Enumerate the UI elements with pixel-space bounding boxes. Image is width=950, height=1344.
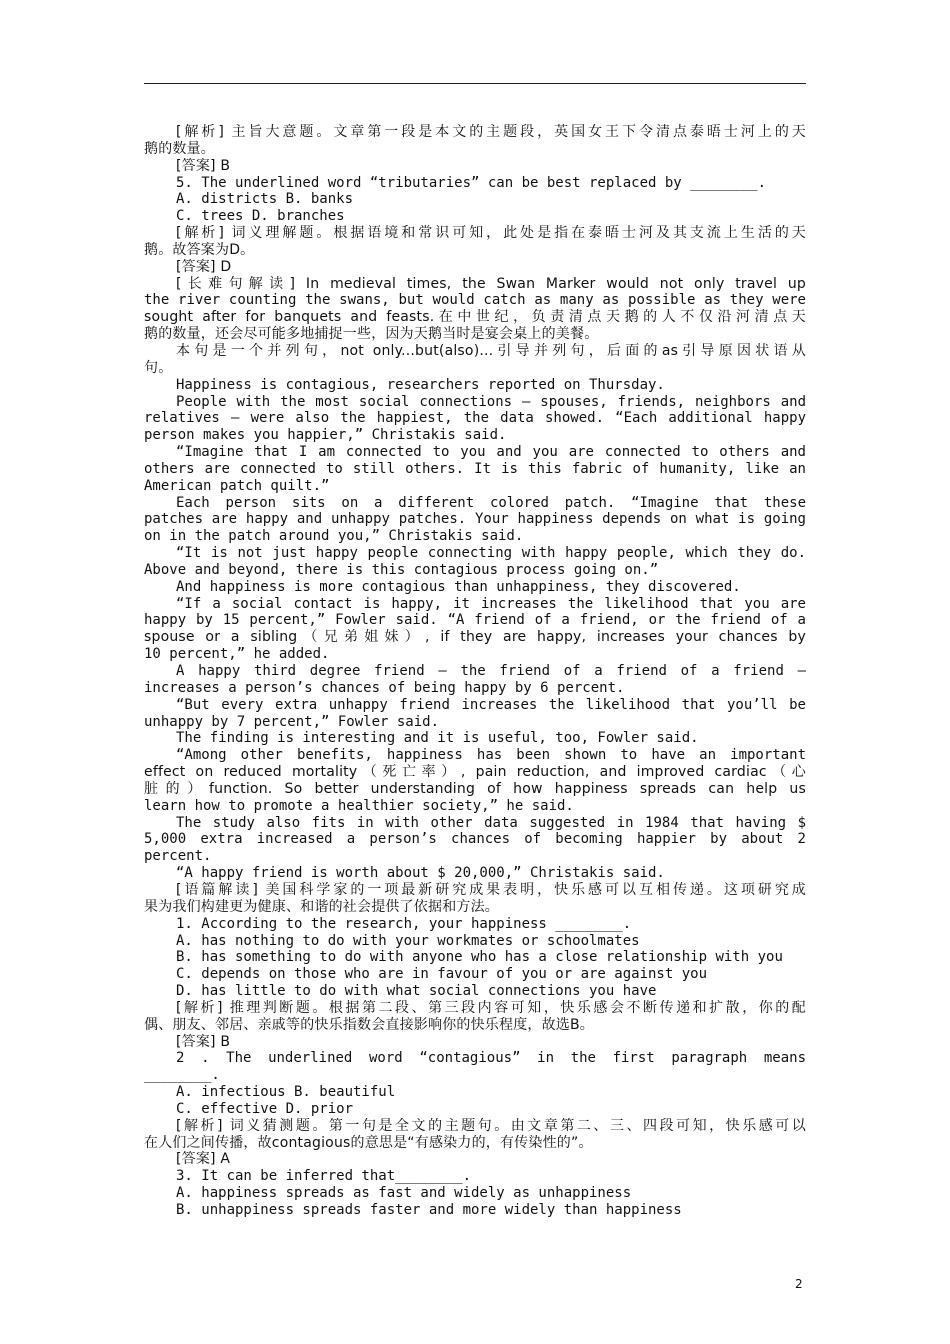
text-line: 5,000 extra increased a person’s chances of becoming happier by about 2 xyxy=(144,831,806,848)
text-line: 脏的）function. So better understanding of how happiness spreads can help us xyxy=(144,780,806,797)
text-line: The finding is interesting and it is useful, too, Fowler said. xyxy=(176,730,699,747)
text-line: C. effective D. prior xyxy=(176,1100,354,1117)
text-line: 5. The underlined word “tributaries” can be best replaced by ________. xyxy=(176,174,767,191)
text-line: 句。 xyxy=(144,359,173,376)
text-line: the river counting the swans, but would catch as many as possible as they were xyxy=(144,292,806,309)
text-line: [解析] 推理判断题。根据第二段、第三段内容可知，快乐感会不断传递和扩散，你的配 xyxy=(176,999,806,1016)
text-line: C. depends on those who are in favour of you or are against you xyxy=(176,966,708,983)
text-line: ________. xyxy=(144,1067,220,1084)
text-line: 3. It can be inferred that________. xyxy=(176,1168,472,1185)
header-rule xyxy=(144,83,806,84)
text-line: 果为我们构建更为健康、和谐的社会提供了依据和方法。 xyxy=(144,898,499,915)
text-line: “Among other benefits, happiness has been shown to have an important xyxy=(176,747,806,764)
text-line: D. has little to do with what social connections you have xyxy=(176,983,657,1000)
text-line: “It is not just happy people connecting with happy people, which they do. xyxy=(176,545,806,562)
text-line: 本句是一个并列句，not only...but(also)...引导并列句，后面的as引导原因状语从 xyxy=(176,342,806,359)
text-line: happy by 15 percent,” Fowler said. “A friend of a friend, or the friend of a xyxy=(144,612,806,629)
text-line: increases a person’s chances of being happy by 6 percent. xyxy=(144,679,625,696)
text-line: [答案] B xyxy=(176,157,231,174)
text-line: 10 percent,” he added. xyxy=(144,646,330,663)
text-line: on in the patch around you,” Christakis said. xyxy=(144,528,524,545)
text-line: [答案] D xyxy=(176,258,232,275)
text-line: sought after for banquets and feasts.在中世纪，负责清点天鹅的人不仅沿河清点天 xyxy=(144,309,806,326)
text-line: “Imagine that I am connected to you and you are connected to others and xyxy=(176,444,806,461)
text-line: [长难句解读] In medieval times, the Swan Marker would not only travel up xyxy=(176,275,806,292)
text-line: others are connected to still others. It is this fabric of humanity, like an xyxy=(144,460,806,477)
text-line: B. unhappiness spreads faster and more widely than happiness xyxy=(176,1202,682,1218)
text-line: 偶、朋友、邻居、亲戚等的快乐指数会直接影响你的快乐程度，故选B。 xyxy=(144,1016,595,1033)
text-line: [答案] A xyxy=(176,1151,231,1168)
text-line: A. happiness spreads as fast and widely as unhappiness xyxy=(176,1185,632,1202)
text-line: A. infectious B. beautiful xyxy=(176,1084,396,1101)
text-line: 鹅。故答案为D。 xyxy=(144,241,255,258)
text-line: “A happy friend is worth about $ 20,000,” Christakis said. xyxy=(176,865,665,882)
text-line: effect on reduced mortality（死亡率）, pain reduction, and improved cardiac（心 xyxy=(144,764,806,781)
text-line: [语篇解读] 美国科学家的一项最新研究成果表明，快乐感可以互相传递。这项研究成 xyxy=(176,881,806,898)
text-line: person makes you happier,” Christakis said. xyxy=(144,427,507,444)
text-line: spouse or a sibling（兄弟姐妹）, if they are happy, increases your chances by xyxy=(144,629,806,646)
text-line: unhappy by 7 percent,” Fowler said. xyxy=(144,713,440,730)
text-line: learn how to promote a healthier society,” he said. xyxy=(144,797,574,814)
text-line: “If a social contact is happy, it increases the likelihood that you are xyxy=(176,595,806,612)
text-line: relatives — were also the happiest, the data showed. “Each additional happy xyxy=(144,410,806,427)
text-line: 1. According to the research, your happiness ________. xyxy=(176,915,632,932)
text-line: [答案] B xyxy=(176,1033,231,1050)
text-line: People with the most social connections — spouses, friends, neighbors and xyxy=(176,393,806,410)
document-body xyxy=(144,124,806,1219)
text-line: patches are happy and unhappy patches. Your happiness depends on what is going xyxy=(144,511,806,528)
text-line: B. has something to do with anyone who has a close relationship with you xyxy=(176,949,783,966)
text-line: Above and beyond, there is this contagious process going on.” xyxy=(144,561,659,578)
text-line: Happiness is contagious, researchers reported on Thursday. xyxy=(176,376,665,393)
page-number: 2 xyxy=(795,1277,803,1291)
text-line: American patch quilt.” xyxy=(144,477,330,494)
text-line: [解析] 主旨大意题。文章第一段是本文的主题段，英国女王下令清点泰晤士河上的天 xyxy=(176,124,806,140)
text-line: 鹅的数量，还会尽可能多地捕捉一些，因为天鹅当时是宴会桌上的美餐。 xyxy=(144,326,599,343)
text-line: [解析] 词义理解题。根据语境和常识可知，此处是指在泰晤士河及其支流上生活的天 xyxy=(176,225,806,242)
text-line: percent. xyxy=(144,848,212,865)
text-line: And happiness is more contagious than unhappiness, they discovered. xyxy=(176,578,741,595)
text-line: A. districts B. banks xyxy=(176,191,354,208)
text-line: A. has nothing to do with your workmates or schoolmates xyxy=(176,932,640,949)
text-line: The study also fits in with other data suggested in 1984 that having $ xyxy=(176,814,806,831)
text-line: [解析] 词义猜测题。第一句是全文的主题句。由文章第二、三、四段可知，快乐感可以 xyxy=(176,1117,806,1134)
text-line: Each person sits on a different colored patch. “Imagine that these xyxy=(176,494,806,511)
text-line: C. trees D. branches xyxy=(176,208,345,225)
text-line: 在人们之间传播，故contagious的意思是“有感染力的，有传染性的”。 xyxy=(144,1134,593,1151)
text-line: 2 . The underlined word “contagious” in the first paragraph means xyxy=(176,1050,806,1067)
text-line: “But every extra unhappy friend increases the likelihood that you’ll be xyxy=(176,696,806,713)
text-line: A happy third degree friend — the friend of a friend of a friend — xyxy=(176,663,806,679)
text-line: 鹅的数量。 xyxy=(144,140,215,157)
